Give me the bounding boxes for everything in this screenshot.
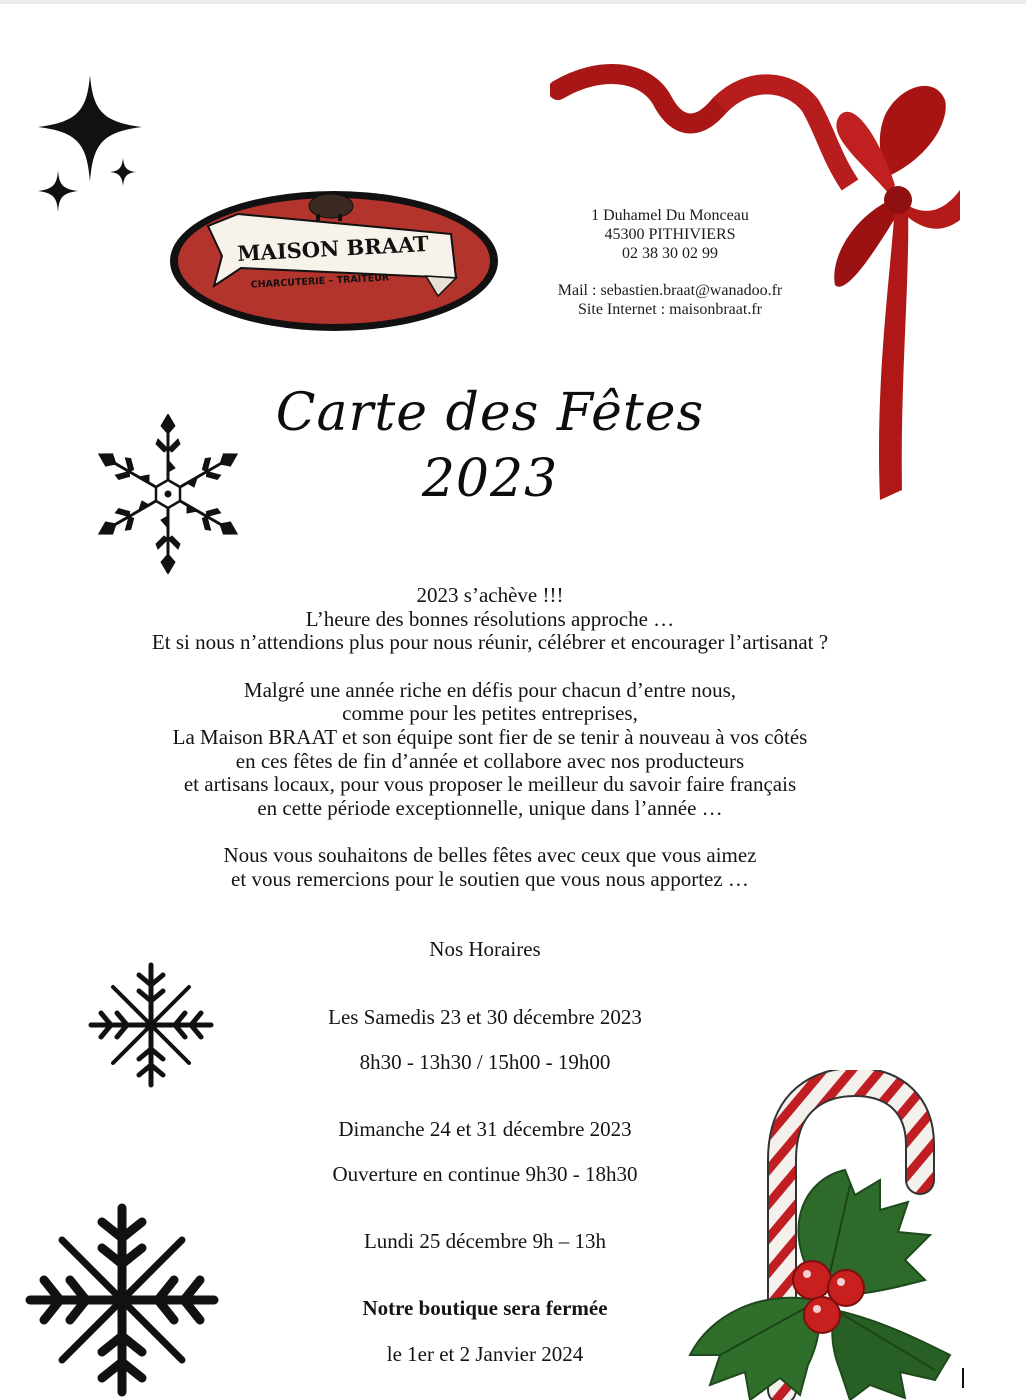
intro-line: Et si nous n’attendions plus pour nous réunir, célébrer et encourager l’artisanat ? bbox=[151, 630, 829, 655]
closed-dates: le 1er et 2 Janvier 2024 bbox=[386, 1342, 584, 1366]
snowflake-icon bbox=[22, 1200, 222, 1400]
intro-line: et artisans locaux, pour vous proposer le meilleur du savoir faire français bbox=[183, 772, 797, 797]
snowflake-icon bbox=[86, 960, 216, 1090]
text-cursor bbox=[962, 1368, 964, 1388]
email-link[interactable]: Mail : sebastien.braat@wanadoo.fr bbox=[557, 282, 783, 299]
monday-hours: Lundi 25 décembre 9h – 13h bbox=[363, 1229, 607, 1253]
hours-heading: Nos Horaires bbox=[429, 937, 541, 961]
intro-line: La Maison BRAAT et son équipe sont fier de se tenir à nouveau à vos côtés bbox=[172, 724, 808, 749]
holly-icon bbox=[650, 1140, 960, 1400]
logo bbox=[166, 186, 506, 336]
contact-block bbox=[520, 206, 820, 319]
intro-line: Nous vous souhaitons de belles fêtes avec ceux que vous aimez bbox=[223, 843, 757, 868]
intro-line: comme pour les petites entreprises, bbox=[342, 701, 638, 726]
saturday-hours: 8h30 - 13h30 / 15h00 - 19h00 bbox=[359, 1050, 611, 1074]
sparkle-icon bbox=[30, 70, 150, 220]
address: 1 Duhamel Du Monceau bbox=[591, 207, 749, 224]
top-border bbox=[0, 0, 1026, 4]
page-title bbox=[260, 380, 720, 512]
sunday-hours: Ouverture en continue 9h30 - 18h30 bbox=[332, 1162, 638, 1186]
title-line-1: Carte des Fêtes bbox=[275, 383, 705, 443]
closed-notice: Notre boutique sera fermée bbox=[362, 1296, 608, 1320]
phone: 02 38 30 02 99 bbox=[622, 245, 718, 262]
intro-line: en cette période exceptionnelle, unique dans l’année … bbox=[257, 795, 723, 820]
logo-name: MAISON BRAAT bbox=[236, 231, 430, 266]
sunday-dates: Dimanche 24 et 31 décembre 2023 bbox=[338, 1117, 632, 1141]
snowflake-icon bbox=[78, 414, 258, 574]
website-link[interactable]: Site Internet : maisonbraat.fr bbox=[578, 301, 762, 318]
city: 45300 PITHIVIERS bbox=[604, 226, 736, 243]
saturday-dates: Les Samedis 23 et 30 décembre 2023 bbox=[328, 1005, 642, 1029]
intro-line: 2023 s’achève !!! bbox=[416, 583, 564, 607]
title-line-2: 2023 bbox=[421, 449, 559, 509]
intro-line: L’heure des bonnes résolutions approche … bbox=[305, 606, 675, 631]
intro-line: et vous remercions pour le soutien que vous nous apportez … bbox=[231, 866, 749, 891]
intro-line: en ces fêtes de fin d’année et collabore avec nos producteurs bbox=[235, 748, 745, 773]
logo-tagline: CHARCUTERIE – TRAITEUR bbox=[250, 272, 390, 291]
intro-text bbox=[40, 584, 940, 892]
intro-line: Malgré une année riche en défis pour chacun d’entre nous, bbox=[243, 677, 737, 702]
